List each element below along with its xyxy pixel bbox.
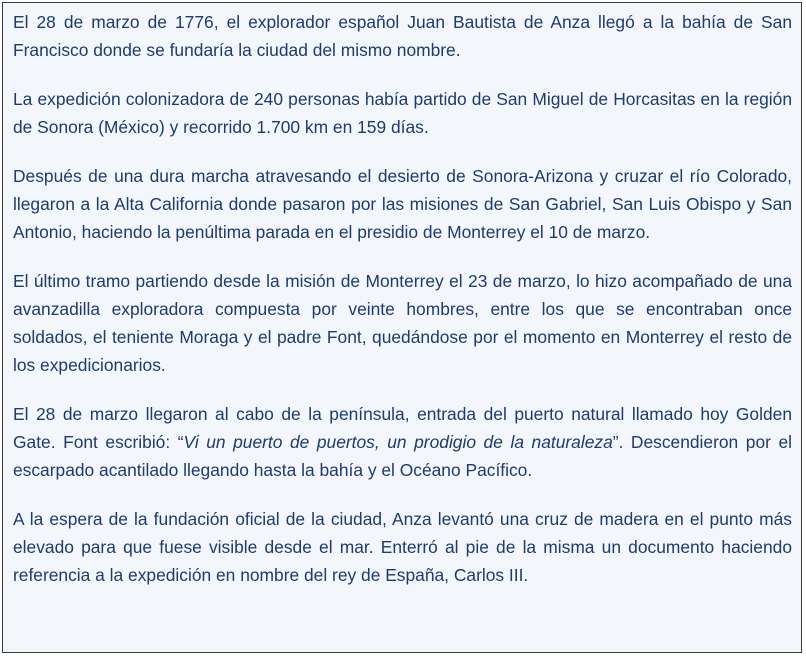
- paragraph-last-stretch: El último tramo partiendo desde la misión de Monterrey el 23 de marzo, lo hizo acompañado de una avanzadilla exploradora compuesta por veinte hombres, entre los que se encontraban once soldados, el teniente Moraga y el padre Font, quedándose por el momento en Monterrey el resto de los expedicionarios.: [13, 271, 792, 375]
- golden-gate-text-end: ”. Descendieron por el escarpado acantilado llegando hasta la bahía y el Océano Pacífico.: [13, 432, 792, 480]
- font-quote: Vi un puerto de puertos, un prodigio de la naturaleza: [183, 432, 613, 452]
- golden-gate-text-start: El 28 de marzo llegaron al cabo de la península, entrada del puerto natural llamado hoy Golden Gate. Font escribió: “: [13, 404, 792, 452]
- paragraph-expedition: La expedición colonizadora de 240 personas había partido de San Miguel de Horcasitas en la región de Sonora (México) y recorrido 1.700 km en 159 días.: [13, 89, 792, 137]
- paragraph-cross: A la espera de la fundación oficial de la ciudad, Anza levantó una cruz de madera en el punto más elevado para que fuese visible desde el mar. Enterró al pie de la misma un documento haciendo referencia a la expedición en nombre del rey de España, Carlos III.: [13, 509, 792, 585]
- text-box: [2, 2, 802, 653]
- paragraph-golden-gate: [13, 400, 792, 484]
- paragraph-arrival: El 28 de marzo de 1776, el explorador español Juan Bautista de Anza llegó a la bahía de San Francisco donde se fundaría la ciudad del mismo nombre.: [13, 12, 792, 60]
- paragraph-route: Después de una dura marcha atravesando el desierto de Sonora-Arizona y cruzar el río Colorado, llegaron a la Alta California donde pasaron por las misiones de San Gabriel, San Luis Obispo y San Antonio, haciendo la penúltima parada en el presidio de Monterrey el 10 de marzo.: [13, 166, 792, 242]
